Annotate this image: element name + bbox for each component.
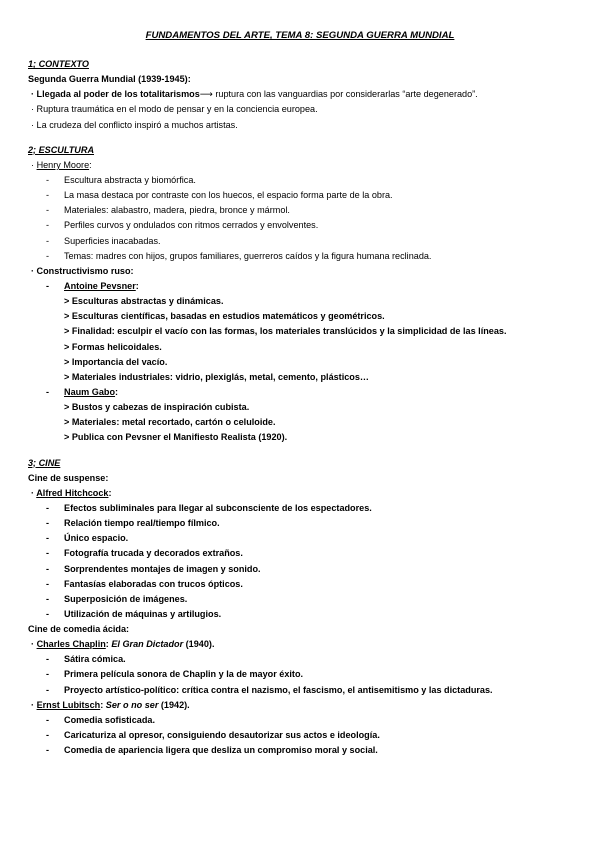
list-item: - Efectos subliminales para llegar al subconsciente de los espectadores.	[46, 502, 372, 513]
constructivismo-heading: · Constructivismo ruso:	[31, 265, 134, 276]
section-heading-cine: 3; CINE	[28, 457, 61, 468]
artist-pevsner: - Antoine Pevsner:	[46, 280, 139, 291]
list-item: > Bustos y cabezas de inspiración cubista.	[64, 402, 250, 413]
genre-comedia: Cine de comedia ácida:	[28, 624, 130, 635]
artist-name: Naum Gabo	[64, 386, 116, 397]
context-bullet-1	[28, 87, 588, 102]
list-item: - Superficies inacabadas.	[46, 235, 161, 246]
list-item: > Publica con Pevsner el Manifiesto Realista (1920).	[64, 432, 288, 443]
artist-name: Ernst Lubitsch	[36, 699, 101, 710]
context-intro: Segunda Guerra Mundial (1939-1945):	[28, 74, 191, 85]
list-item: - Primera película sonora de Chaplin y la de mayor éxito.	[46, 669, 304, 680]
list-item: - Proyecto artístico-político: crítica contra el nazismo, el fascismo, el antisemitismo y las dictaduras.	[46, 684, 493, 695]
list-item: - Relación tiempo real/tiempo fílmico.	[46, 518, 220, 529]
list-item: - Comedia sofisticada.	[46, 714, 155, 725]
list-item: - Caricaturiza al opresor, consiguiendo desautorizar sus actos e ideología.	[46, 730, 380, 741]
list-item: - Fantasías elaboradas con trucos ópticos.	[46, 578, 243, 589]
list-item: - Superposición de imágenes.	[46, 593, 188, 604]
list-item: - Escultura abstracta y biomórfica.	[46, 174, 196, 185]
list-item: - Temas: madres con hijos, grupos familiares, guerreros caídos y la figura humana reclinada.	[46, 250, 432, 261]
genre-suspense: Cine de suspense:	[28, 472, 109, 483]
list-item: > Esculturas abstractas y dinámicas.	[64, 296, 224, 307]
context-bullet-1-rest: ruptura con las vanguardias por considerarlas “arte degenerado”.	[212, 89, 478, 100]
section-heading-contexto: 1; CONTEXTO	[28, 59, 89, 69]
document-body	[28, 57, 588, 758]
bullet-dot: ·	[31, 159, 37, 170]
list-item: > Materiales industriales: vidrio, plexiglás, metal, cemento, plásticos…	[64, 371, 370, 382]
list-item: - Único espacio.	[46, 533, 129, 544]
list-item: > Importancia del vacío.	[64, 356, 168, 367]
list-item: - La masa destaca por contraste con los huecos, el espacio forma parte de la obra.	[46, 190, 393, 201]
artist-name: Alfred Hitchcock	[36, 487, 109, 498]
artist-name: Charles Chaplin	[36, 639, 106, 650]
artist-name: Henry Moore	[36, 159, 90, 170]
list-item: - Perfiles curvos y ondulados con ritmos cerrados y envolventes.	[46, 220, 319, 231]
list-item: > Materiales: metal recortado, cartón o celuloide.	[64, 417, 276, 428]
artist-name: Antoine Pevsner	[64, 280, 136, 291]
artist-moore	[28, 158, 588, 173]
arrow-icon: ⟶	[199, 89, 213, 100]
artist-lubitsch: · Ernst Lubitsch: Ser o no ser (1942).	[31, 699, 190, 710]
list-item: - Materiales: alabastro, madera, piedra, bronce y mármol.	[46, 205, 290, 216]
film-title: El Gran Dictador	[111, 639, 184, 650]
artist-chaplin: · Charles Chaplin: El Gran Dictador (1940).	[31, 639, 215, 650]
list-item: > Esculturas científicas, basadas en estudios matemáticos y geométricos.	[64, 311, 385, 322]
list-item: - Fotografía trucada y decorados extraños.	[46, 548, 243, 559]
film-title: Ser o no ser	[105, 699, 159, 710]
list-item: - Utilización de máquinas y artilugios.	[46, 608, 222, 619]
document-title: FUNDAMENTOS DEL ARTE, TEMA 8: SEGUNDA GUERRA MUNDIAL	[145, 30, 455, 41]
context-bullet-2: · Ruptura traumática en el modo de pensar y en la conciencia europea.	[31, 104, 318, 115]
section-heading-escultura: 2; ESCULTURA	[28, 144, 95, 155]
context-bullet-3: · La crudeza del conflicto inspiró a muchos artistas.	[31, 119, 238, 130]
context-bullet-1-bold: · Llegada al poder de los totalitarismos	[31, 89, 200, 100]
artist-hitchcock: · Alfred Hitchcock:	[31, 487, 112, 498]
list-item: > Finalidad: esculpir el vacío con las formas, los materiales translúcidos y la simplicidad de las líneas.	[64, 326, 507, 337]
colon: :	[89, 159, 92, 170]
list-item: - Comedia de apariencia ligera que desliza un compromiso moral y social.	[46, 745, 378, 756]
list-item: - Sorprendentes montajes de imagen y sonido.	[46, 563, 261, 574]
list-item: - Sátira cómica.	[46, 654, 126, 665]
list-item: > Formas helicoidales.	[64, 341, 162, 352]
artist-gabo: - Naum Gabo:	[46, 386, 119, 397]
